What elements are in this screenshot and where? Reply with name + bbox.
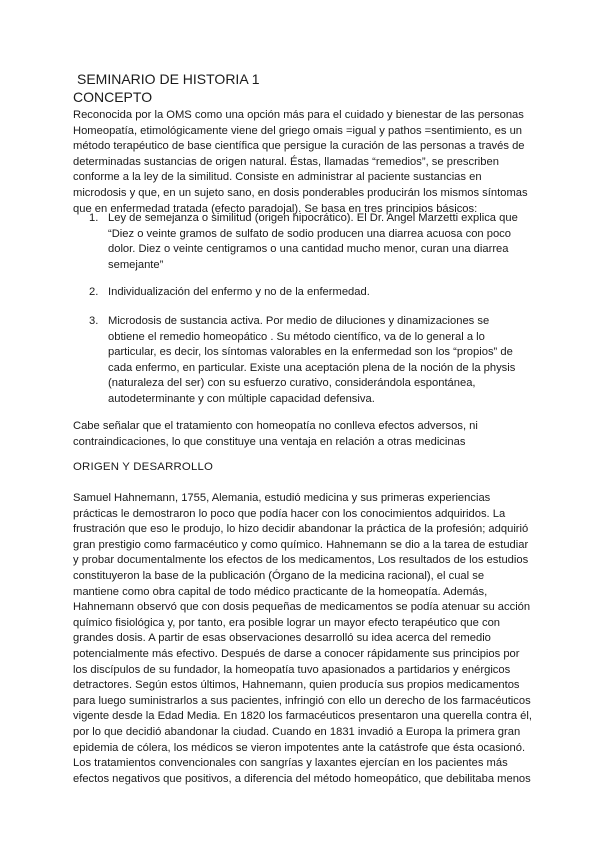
list-item-number: 1. (89, 212, 99, 224)
list-item-text: Individualización del enfermo y no de la enfermedad. (108, 286, 370, 298)
section-heading-origen: ORIGEN Y DESARROLLO (73, 461, 214, 473)
section-title-concepto: CONCEPTO (73, 89, 153, 105)
closing-paragraph: Cabe señalar que el tratamiento con homeopatía no conlleva efectos adversos, ni contraindicaciones, lo que constituye una ventaja en relación a otras medicinas (73, 420, 478, 448)
list-item-number: 3. (89, 315, 99, 327)
intro-paragraph: Reconocida por la OMS como una opción más para el cuidado y bienestar de las personas Homeopatía, etimológicamente viene del griego omais =igual y pathos =sentimiento, es un método terapéutico de base científica que persigue la curación de las personas a través de determinadas sustancias de origen natural. Éstas, llamadas “remedios”, se prescriben conforme a la ley de la similitud. Consiste en administrar al paciente sustancias en microdosis y que, en un sujeto sano, en dosis ponderables producirán los mismos síntomas que en enfermedad tratada (efecto paradojal). Se basa en tres principios básicos: (73, 109, 528, 215)
list-item-text: Ley de semejanza o similitud (origen hipocrático). El Dr. Angel Marzetti explica que “Diez o veinte gramos de sulfato de sodio producen una diarrea acuosa con poco dolor. Diez o veinte centigramos o una cantidad mucho menor, curan una diarrea semejante” (108, 212, 518, 271)
document-title: SEMINARIO DE HISTORIA 1 (77, 71, 260, 87)
history-paragraph: Samuel Hahnemann, 1755, Alemania, estudió medicina y sus primeras experiencias prácticas le demostraron lo poco que podía hacer con los conocimientos adquiridos. La frustración que eso le produjo, lo hizo decidir abandonar la práctica de la profesión; adquirió gran prestigio como farmacéutico y como químico. Hahnemann se dio a la tarea de estudiar y probar documentalmente los efectos de los medicamentos, Los resultados de los estudios constituyeron la base de la publicación (Órgano de la medicina racional), el cual se mantiene como obra capital de todo médico practicante de la homeopatía. Además, Hahnemann observó que con dosis pequeñas de medicamentos se podía atenuar su acción químico fisiológica y, por tanto, era posible lograr un mayor efecto terapéutico que con grandes dosis. A partir de esas observaciones desarrolló su idea acerca del remedio potencialmente más efectivo. Después de darse a conocer rápidamente sus principios por los discípulos de su fundador, la homeopatía tuvo apasionados a partidarios y enérgicos detractores. Según estos últimos, Hahnemann, quien producía sus propios medicamentos para luego suministrarlos a sus pacientes, infringió con ello un derecho de los farmacéuticos vigente desde la Edad Media. En 1820 los farmacéuticos presentaron una querella contra él, por lo que decidió abandonar la ciudad. Cuando en 1831 invadió a Europa la primera gran epidemia de cólera, los médicos se vieron impotentes ante la catástrofe que ésta ocasionó. Los tratamientos convencionales con sangrías y laxantes ejercían en los pacientes más efectos negativos que positivos, a diferencia del método homeopático, que debilitaba menos (73, 492, 532, 785)
list-item-number: 2. (89, 286, 99, 298)
list-item-text: Microdosis de sustancia activa. Por medio de diluciones y dinamizaciones se obtiene el remedio homeopático . Su método científico, va de lo general a lo particular, es decir, los síntomas valorables en la enfermedad son los “propios” de cada enfermo, en particular. Existe una aceptación plena de la noción de la physis (naturaleza del ser) con su esfuerzo curativo, considerándola espontánea, autodeterminante y con múltiple capacidad defensiva. (108, 315, 516, 405)
